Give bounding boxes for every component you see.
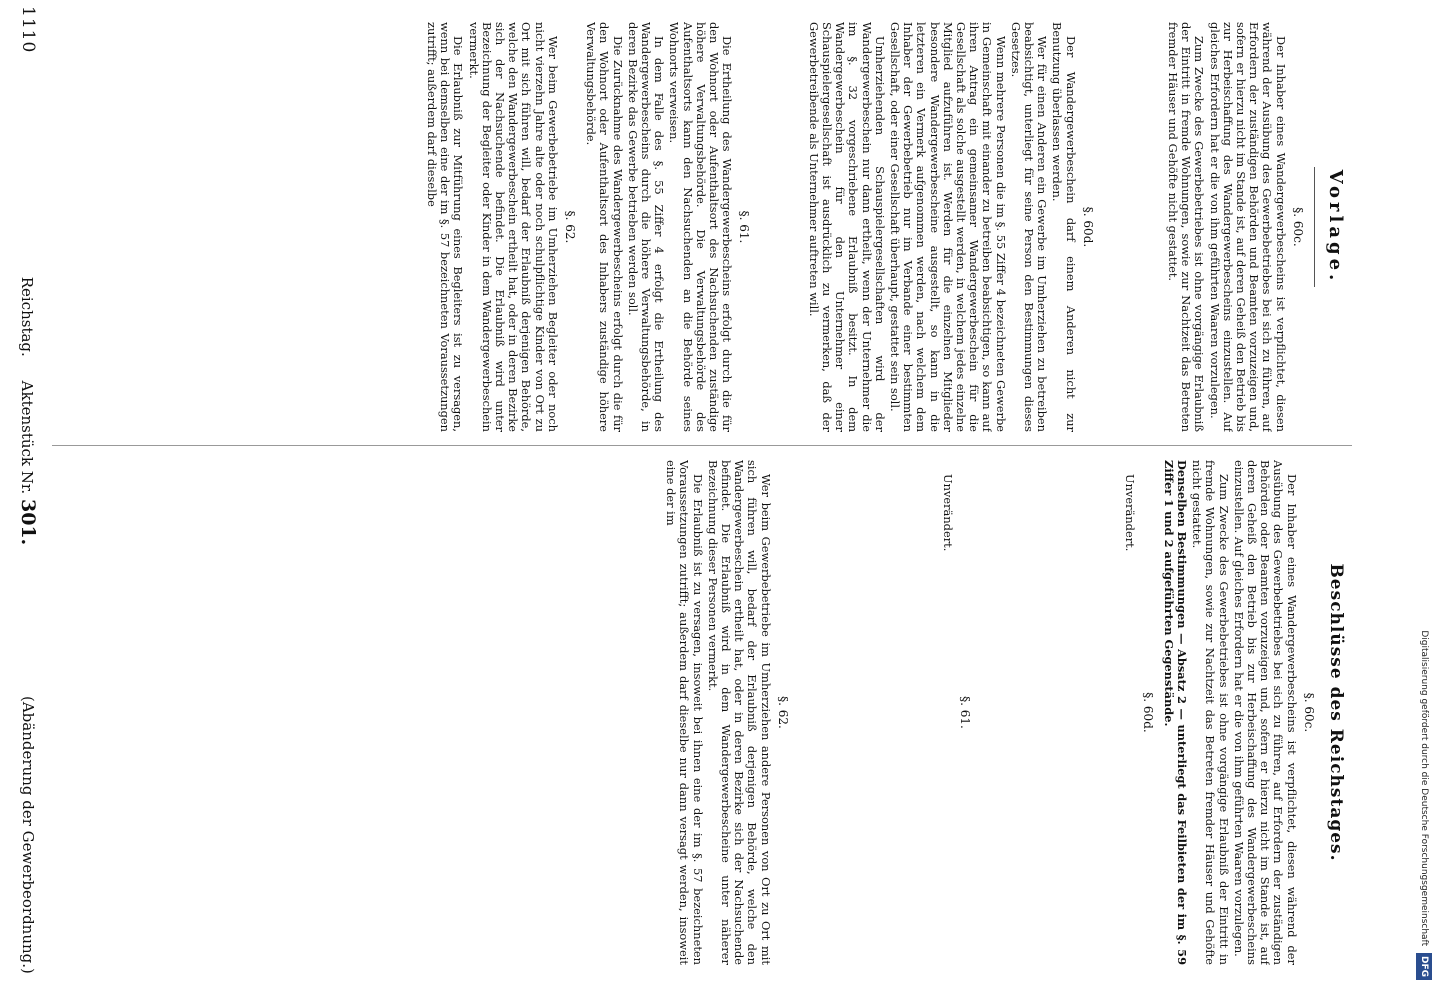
section-heading: §. 60c.: [1301, 692, 1316, 733]
section-heading: §. 62.: [775, 696, 790, 729]
paragraph: Die Ertheilung des Wandergewerbescheins erfolgt durch die für den Wohnort oder Aufenthaltsort des Nachsuchenden zuständige höhere Verwaltungsbehörde. Die Verwaltungsbehörde des Aufenthaltsorts kann den Nachsuchenden an die Behörde seines Wohnorts verweisen.: [667, 22, 735, 432]
gap: [975, 460, 1115, 965]
paragraph: Die Erlaubniß zur Mitführung eines Begleiters ist zu versagen, wenn bei demselben eine der im §. 57 bezeichneten Voraussetzungen zutrifft; außerdem darf dieselbe: [425, 22, 466, 432]
column-divider: [52, 445, 1352, 446]
column-beschluesse: [52, 460, 1352, 965]
section-62: [425, 22, 576, 432]
column-title: Vorlage.: [1325, 169, 1346, 285]
header-org: Reichstag.: [18, 276, 36, 357]
section-60d: [807, 22, 1094, 432]
section-heading: §. 60c.: [1290, 207, 1305, 247]
paragraph: Unverändert.: [1123, 474, 1138, 552]
paragraph: Die Zurücknahme des Wandergewerbescheins erfolgt durch die für den Wohnort oder Aufenthaltsort des Inhabers zuständige höhere Verwaltungsbehörde.: [584, 22, 625, 432]
paragraph: Der Wandergewerbeschein darf einem Anderen nicht zur Benutzung überlassen werden.: [1050, 22, 1078, 432]
section-heading: §. 61.: [958, 696, 973, 729]
paragraph: Unverändert.: [940, 474, 955, 552]
dfg-logo: DFG: [1416, 953, 1432, 980]
paragraph: Zum Zwecke des Gewerbebetriebes ist ohne vorgängige Erlaubniß der Eintritt in fremde Wohnungen, sowie zur Nachtzeit das Betreten fremder Häuser und Gehöfte nicht gestattet.: [1190, 460, 1231, 965]
paragraph: Wer beim Gewerbebetriebe im Umherziehen andere Personen von Ort zu Ort mit sich führen will, bedarf der Erlaubniß derjenigen Behörde, welche den Wandergewerbeschein ertheilt hat, oder in deren Bezirke sich der Nachsuchende befindet. Die Erlaubniß wird in dem Wandergewerbescheine unter näherer Bezeichnung dieser Personen vermerkt.: [705, 460, 773, 965]
paragraph: Zum Zwecke des Gewerbebetriebes ist ohne vorgängige Erlaubniß der Eintritt in fremde Wohnungen, sowie zur Nachtzeit das Betreten fremder Häuser und Gehöfte nicht gestattet.: [1165, 22, 1207, 432]
section-heading: §. 60d.: [1080, 206, 1095, 248]
section-61: [941, 460, 971, 965]
paragraph: Der Inhaber eines Wandergewerbescheins ist verpflichtet, diesen während der Ausübung des Gewerbebetriebes bei sich zu führen, auf Erfordern der zuständigen Behörden oder Beamten vorzuzeigen und, sofern er hierzu nicht im Stande ist, auf deren Geheiß den Betrieb bis zur Herbeischaffung des Wandergewerbescheins einzustellen. Auf gleiches Erfordern hat er die von ihm geführten Waaren vorzulegen.: [1231, 460, 1299, 965]
paragraph: Umherziehenden Schauspielergesellschaften wird der Wandergewerbeschein nur dann ertheilt, wenn der Unternehmer die im §. 32 vorgeschriebene Erlaubniß besitzt. In dem Wandergewerbeschein für den Unternehmer einer Schauspielergesellschaft ist ausdrücklich zu vermerken, daß der Gewerbetreibende als Unternehmer auftreten will.: [806, 22, 887, 432]
header-doc-label: Aktenstück Nr.: [18, 380, 36, 495]
page-number: 1110: [18, 6, 38, 54]
stamp-text: Digitalisierung gefördert durch die Deutsche Forschungsgemeinschaft: [1419, 630, 1429, 947]
section-60c: [1166, 22, 1304, 432]
column-title: Beschlüsse des Reichstages.: [1326, 563, 1346, 862]
digitization-stamp: [1416, 20, 1432, 980]
paragraph: Wer für einen Anderen ein Gewerbe im Umherziehen zu betreiben beabsichtigt, unterliegt für seine Person den Bestimmungen dieses Gesetzes.: [1008, 22, 1050, 432]
document-reference: [17, 126, 39, 696]
title-rule: [1314, 167, 1315, 287]
section-heading: §. 60d.: [1140, 692, 1155, 733]
section-61: [584, 22, 750, 432]
gap: [755, 22, 799, 432]
column-vorlage: [52, 22, 1352, 432]
header-doc-number: 301.: [17, 498, 39, 546]
paragraph: Wenn mehrere Personen die im §. 55 Ziffer 4 bezeichneten Gewerbe in Gemeinschaft mit einander zu betreiben beabsichtigen, so kann auf ihren Antrag ein gemeinsamer Wandergewerbeschein für die Gesellschaft als solche ausgestellt werden, in welchem jedes einzelne Mitglied aufzuführen ist. Werden für die einzelnen Mitglieder besondere Wandergewerbescheine ausgestellt, so kann in die letzteren ein Vermerk aufgenommen werden, nach welchem dem Inhaber der Gewerbebetrieb nur im Verbande einer bestimmten Gesellschaft, oder einer Gesellschaft überhaupt, gestattet sein soll.: [887, 22, 1008, 432]
paragraph: Der Inhaber eines Wandergewerbescheins ist verpflichtet, diesen während der Ausübung des Gewerbebetriebes bei sich zu führen, auf Erfordern der zuständigen Behörden und Beamten vorzuzeigen und, sofern er hierzu nicht im Stande ist, auf deren Geheiß den Betrieb bis zur Herbeischaffung des Wandergewerbescheins einzustellen. Auf gleiches Erfordern hat er die von ihm geführten Waaren vorzulegen.: [1207, 22, 1288, 432]
header-topic: (Abänderung der Gewerbeordnung.): [19, 696, 37, 974]
section-62: [664, 460, 789, 965]
section-60c: [1162, 460, 1315, 965]
gap: [793, 460, 933, 965]
section-heading: §. 61.: [737, 210, 752, 244]
page-header: [12, 6, 44, 996]
paragraph: Die Erlaubniß ist zu versagen, insoweit bei ihnen eine der im §. 57 bezeichneten Voraussetzungen zutrifft; außerdem darf dieselbe nur dann versagt werden, insoweit eine der im: [664, 460, 705, 965]
paragraph: In dem Falle des §. 55 Ziffer 4 erfolgt die Ertheilung des Wandergewerbescheins durch die höhere Verwaltungsbehörde, in deren Bezirke das Gewerbe betrieben werden soll.: [625, 22, 667, 432]
stamp-text-row: [1416, 20, 1432, 980]
gap: [1098, 22, 1158, 432]
section-60d: [1123, 460, 1153, 965]
paragraph: Wer beim Gewerbebetriebe im Umherziehen Begleiter oder noch nicht vierzehn Jahre alte oder noch schulpflichtige Kinder von Ort zu Ort mit sich führen will, bedarf der Erlaubniß derjenigen Behörde, welche den Wandergewerbeschein ertheilt hat, oder in deren Bezirke sich der Nachsuchende befindet. Die Erlaubniß wird unter Bezeichnung der Begleiter oder Kinder in dem Wandergewerbeschein vermerkt.: [466, 22, 560, 432]
section-heading: §. 62.: [563, 210, 578, 244]
paragraph-emphasis: Denselben Bestimmungen — Absatz 2 — unterliegt das Feilbieten der im §. 59 Ziffer 1 und 2 aufgeführten Gegenstände.: [1161, 460, 1189, 965]
